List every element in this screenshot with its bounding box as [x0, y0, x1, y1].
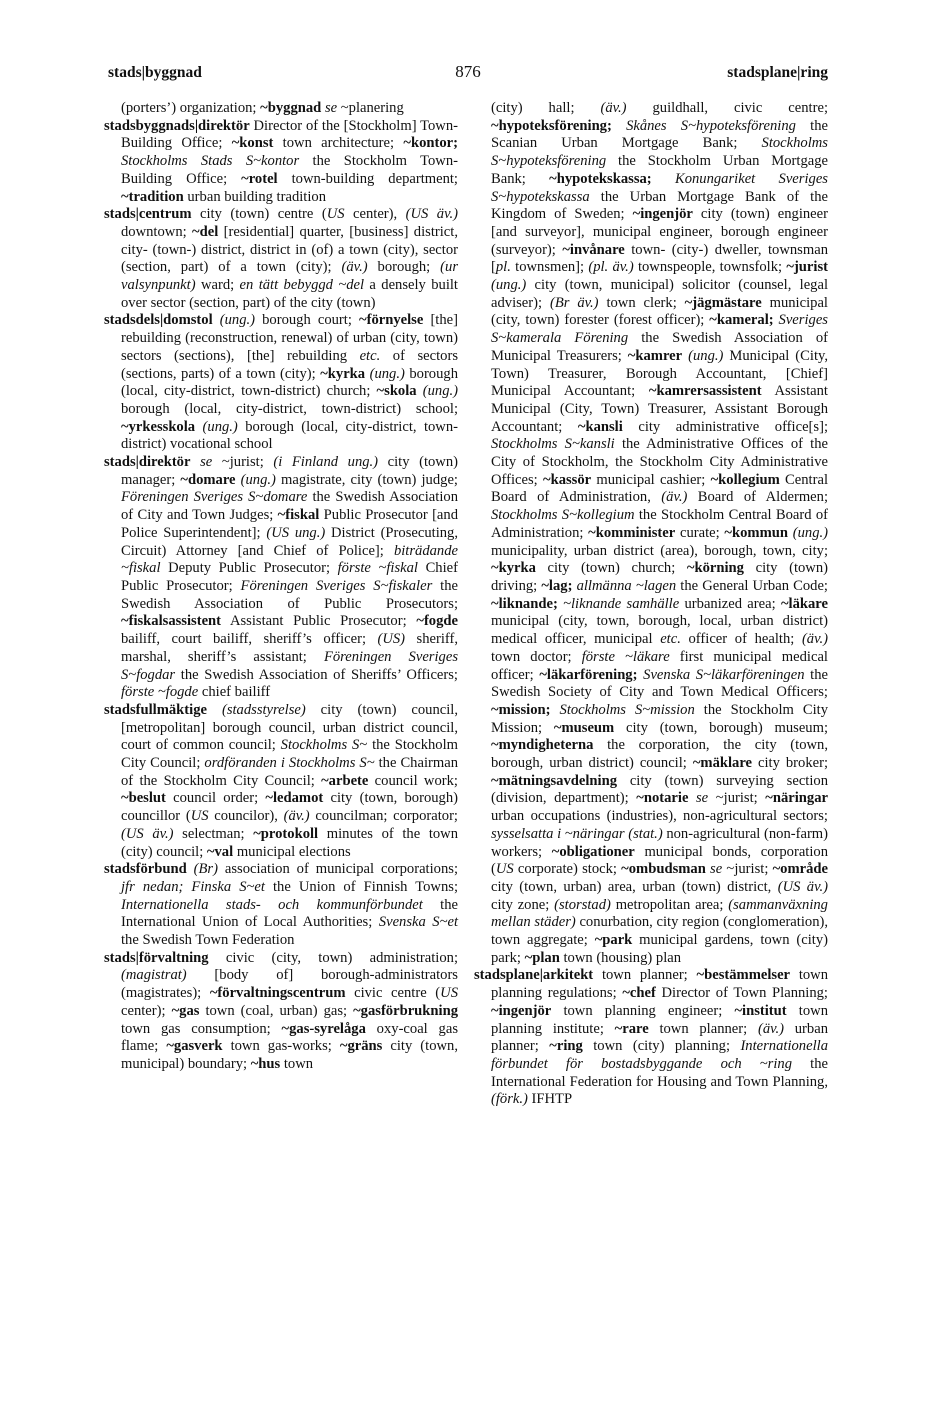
right-running-headword: stadsplane|ring	[727, 64, 828, 81]
dictionary-entry: stadsbyggnads|direktör Director of the [Stockholm] Town-Building Office; ~konst town architecture; ~kontor; Stockholms Stads S~kontor the Stockholm Town-Building Office; ~rotel town-building department; ~tradition urban building tradition	[104, 117, 458, 205]
right-column	[474, 100, 828, 1240]
dictionary-entry: stads|förvaltning civic (city, town) administration; (magistrat) [body of] borough-administrators (magistrates); ~förvaltningscentrum civic centre (US center); ~gas town (coal, urban) gas; ~gasförbrukning town gas consumption; ~gas-syrelåga oxy-coal gas flame; ~gasverk town gas-works; ~gräns city (town, municipal) boundary; ~hus town	[104, 949, 459, 1072]
dictionary-entry: stadsplane|arkitekt town planner; ~bestämmelser town planning regulations; ~chef Director of Town Planning; ~ingenjör town planning engineer; ~institut town planning institute; ~rare town planner; (äv.) urban planner; ~ring town (city) planning; Internationella förbundet för bostadsbyggande och ~ring the International Federation for Housing and Town Planning, (förk.) IFHTP	[474, 967, 828, 1108]
page-number: 876	[455, 62, 481, 81]
dictionary-entry: (city) hall; (äv.) guildhall, civic centre; ~hypoteksförening; Skånes S~hypoteksförening the Scanian Urban Mortgage Bank; Stockholms S~hypoteksförening the Stockholm Urban Mortgage Bank; ~hypotekskassa; Konungariket Sveriges S~hypotekskassa the Urban Mortgage Bank of the Kingdom of Sweden; ~ingenjör city (town) engineer [and surveyor], municipal engineer, borough engineer (surveyor); ~invånare town- (city-) dweller, townsman [pl. townsmen]; (pl. äv.) townspeople, townsfolk; ~jurist (ung.) city (town, municipal) solicitor (counsel, legal adviser); (Br äv.) town clerk; ~jägmästare municipal (city, town) forester (forest officer); ~kameral; Sveriges S~kamerala Förening the Swedish Association of Municipal Treasurers; ~kamrer (ung.) Municipal (City, Town) Treasurer, Borough Accountant, [Chief] Municipal Accountant; ~kamrersassistent Assistant Municipal (City, Town) Treasurer, Assistant Borough Accountant; ~kansli city administrative office[s]; Stockholms S~kansli the Administrative Offices of the City of Stockholm, the Stockholm City Administrative Offices; ~kassör municipal cashier; ~kollegium Central Board of Administration, (äv.) Board of Aldermen; Stockholms S~kollegium the Stockholm Central Board of Administration; ~komminister curate; ~kommun (ung.) municipality, urban district (area), borough, town, city; ~kyrka city (town) church; ~körning city (town) driving; ~lag; allmänna ~lagen the General Urban Code; ~liknande; ~liknande samhälle urbanized area; ~läkare municipal (city, town, borough, local, urban district) medical officer, municipal etc. officer of health; (äv.) town doctor; förste ~läkare first municipal medical officer; ~läkarförening; Svenska S~läkarföreningen the Swedish Society of City and Town Medical Officers; ~mission; Stockholms S~mission the Stockholm City Mission; ~museum city (town, borough) museum; ~myndigheterna the corporation, the city (town, borough, urban district) council; ~mäklare city broker; ~mätningsavdelning city (town) surveying section (division, department); ~notarie se ~jurist; ~näringar urban occupations (industries), non-agricultural sectors; sysselsatta i ~näringar (stat.) non-agricultural (non-farm) workers; ~obligationer municipal bonds, corporation (US corporate) stock; ~ombudsman se ~jurist; ~område city (town, urban) area, urban (town) district, (US äv.) city zone; (storstad) metropolitan area; (sammanväxning mellan städer) conurbation, city region (conglomeration), town aggregate; ~park municipal gardens, town (city) park; ~plan town (housing) plan	[491, 100, 829, 966]
dictionary-entry: stadsförbund (Br) association of municipal corporations; jfr nedan; Finska S~et the Union of Finnish Towns; Internationella stads- och kommunförbundet the International Union of Local Authorities; Svenska S~et the Swedish Town Federation	[104, 861, 459, 949]
dictionary-entry: stadsdels|domstol (ung.) borough court; ~förnyelse [the] rebuilding (reconstruction, renewal) of urban (city, town) sectors (sections), [the] rebuilding etc. of sectors (sections, parts) of a town (city); ~kyrka (ung.) borough (local, city-district, town-district) church; ~skola (ung.) borough (local, city-district, town-district) school; ~yrkesskola (ung.) borough (local, city-district, town-district) vocational school	[104, 312, 458, 453]
page-header	[108, 62, 828, 88]
dictionary-entry: stads|centrum city (town) centre (US center), (US äv.) downtown; ~del [residential] quarter, [business] district, city- (town-) district, district in (of) a town (city), sector (section, part) of a town (city); (äv.) borough; (ur valsynpunkt) ward; en tätt bebyggd ~del a densely built over sector (section, part) of the city (town)	[104, 206, 459, 311]
dictionary-entry: stads|direktör se ~jurist; (i Finland ung.) city (town) manager; ~domare (ung.) magistrate, city (town) judge; Föreningen Sveriges S~domare the Swedish Association of City and Town Judges; ~fiskal Public Prosecutor [and Police Superintendent]; (US ung.) District (Prosecuting, Circuit) Attorney [and Chief of Police]; biträdande ~fiskal Deputy Public Prosecutor; förste ~fiskal Chief Public Prosecutor; Föreningen Sveriges S~fiskaler the Swedish Association of Public Prosecutors; ~fiskalsassistent Assistant Public Prosecutor; ~fogde bailiff, court bailiff, sheriff’s officer; (US) sheriff, marshal, sheriff’s assistant; Föreningen Sveriges S~fogdar the Swedish Association of Sheriffs’ Officers; förste ~fogde chief bailiff	[104, 454, 459, 701]
left-running-headword: stads|byggnad	[108, 64, 202, 81]
text-columns	[104, 100, 828, 1240]
dictionary-entry: stadsfullmäktige (stadsstyrelse) city (town) council, [metropolitan] borough council, urban district council, court of common council; Stockholms S~ the Stockholm City Council; ordföranden i Stockholms S~ the Chairman of the Stockholm City Council; ~arbete council work; ~beslut council order; ~ledamot city (town, borough) councillor (US councilor), (äv.) councilman; corporator; (US äv.) selectman; ~protokoll minutes of the town (city) council; ~val municipal elections	[104, 701, 459, 860]
dictionary-entry: (porters’) organization; ~byggnad se ~planering	[121, 100, 404, 116]
left-column	[104, 100, 458, 1240]
